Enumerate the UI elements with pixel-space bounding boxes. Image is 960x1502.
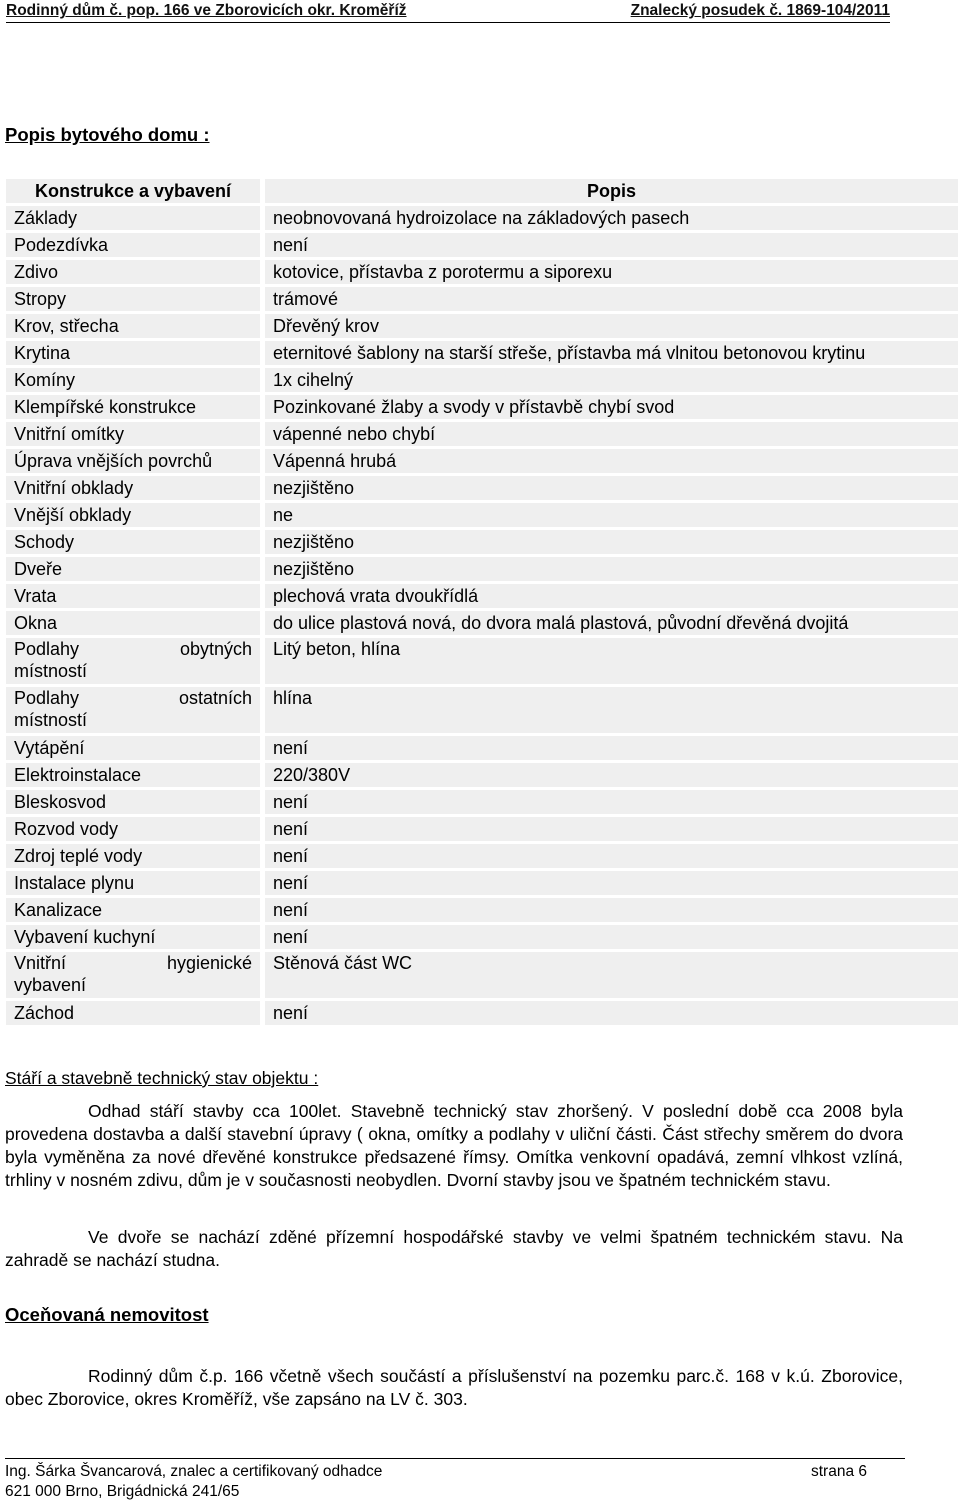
table-row — [6, 557, 958, 581]
row-value: 1x cihelný — [265, 368, 958, 392]
row-label: Vrata — [6, 584, 260, 608]
row-value: Litý beton, hlína — [265, 638, 958, 684]
row-value: kotovice, přístavba z porotermu a siporexu — [265, 260, 958, 284]
table-row — [6, 422, 958, 446]
row-value: není — [265, 790, 958, 814]
table-header-row — [6, 179, 958, 203]
row-value: plechová vrata dvoukřídlá — [265, 584, 958, 608]
row-label-part: místností — [14, 661, 88, 681]
valued-title: Oceňovaná nemovitost — [5, 1304, 209, 1325]
table-row — [6, 341, 958, 365]
row-value: Vápenná hrubá — [265, 449, 958, 473]
row-label: Vytápění — [6, 736, 260, 760]
row-value: není — [265, 844, 958, 868]
row-label: Vybavení kuchyní — [6, 925, 260, 949]
table-row — [6, 476, 958, 500]
valued-paragraph: Rodinný dům č.p. 166 včetně všech součástí a příslušenství na pozemku parc.č. 168 v k.ú. Zborovice, obec Zborovice, okres Kroměříž, vše zapsáno na LV č. 303. — [5, 1366, 903, 1409]
section-title: Popis bytového domu : — [5, 124, 210, 145]
row-value: neobnovovaná hydroizolace na základových pasech — [265, 206, 958, 230]
row-value: hlína — [265, 687, 958, 733]
header-right: Znalecký posudek č. 1869-104/2011 — [630, 2, 890, 19]
table-row — [6, 233, 958, 257]
table-row — [6, 817, 958, 841]
table-row — [6, 763, 958, 787]
age-title: Stáří a stavebně technický stav objektu : — [5, 1068, 319, 1088]
row-label: Instalace plynu — [6, 871, 260, 895]
row-value: není — [265, 898, 958, 922]
table-row — [6, 314, 958, 338]
row-value: do ulice plastová nová, do dvora malá plastová, původní dřevěná dvojitá — [265, 611, 958, 635]
row-value: ne — [265, 503, 958, 527]
header-left: Rodinný dům č. pop. 166 ve Zborovicích okr. Kroměříž — [6, 2, 407, 19]
row-label-part: Podlahy — [14, 639, 80, 659]
footer-address: 621 000 Brno, Brigádnická 241/65 — [5, 1483, 240, 1500]
row-label-part: ostatních — [178, 688, 252, 708]
row-label: Elektroinstalace — [6, 763, 260, 787]
table-row — [6, 1001, 958, 1025]
row-label: Klempířské konstrukce — [6, 395, 260, 419]
row-label-part: vybavení — [14, 975, 87, 995]
row-label-part: hygienické — [166, 953, 252, 973]
row-label: Podezdívka — [6, 233, 260, 257]
table-row — [6, 638, 958, 684]
table-row — [6, 925, 958, 949]
row-label-part: obytných — [179, 639, 252, 659]
table-row — [6, 736, 958, 760]
table-row — [6, 287, 958, 311]
row-value: Dřevěný krov — [265, 314, 958, 338]
footer-author: Ing. Šárka Švancarová, znalec a certifikovaný odhadce — [5, 1463, 383, 1480]
row-label: Rozvod vody — [6, 817, 260, 841]
row-label: Zdivo — [6, 260, 260, 284]
table-row — [6, 449, 958, 473]
row-label: Stropy — [6, 287, 260, 311]
row-value: není — [265, 925, 958, 949]
row-value: není — [265, 871, 958, 895]
row-value: není — [265, 817, 958, 841]
row-value: trámové — [265, 287, 958, 311]
row-value: Stěnová část WC — [265, 952, 958, 998]
row-label — [6, 952, 260, 998]
page-header — [6, 2, 890, 23]
row-label: Kanalizace — [6, 898, 260, 922]
row-value: eternitové šablony na starší střeše, přístavba má vlnitou betonovou krytinu — [265, 341, 958, 365]
row-label: Záchod — [6, 1001, 260, 1025]
row-value: není — [265, 233, 958, 257]
age-paragraph-1: Odhad stáří stavby cca 100let. Stavebně technický stav zhoršený. V poslední době cca 2008 byla provedena dostavba a další stavební úpravy ( okna, omítky a podlahy v uliční části. Část střechy směrem do dvora byla vyměněna za nové dřevěné konstrukce předsazené římsy. Omítka venkovní opadává, zemní vlhkost vzlíná, trhliny v nosném zdivu, dům je v současnosti neobydlen. Dvorní stavby jsou ve špatném technickém stavu. — [5, 1101, 903, 1190]
row-value: 220/380V — [265, 763, 958, 787]
table-row — [6, 503, 958, 527]
row-label: Komíny — [6, 368, 260, 392]
age-paragraph-2: Ve dvoře se nachází zděné přízemní hospodářské stavby ve velmi špatném technickém stavu. Na zahradě se nachází studna. — [5, 1227, 903, 1270]
row-label: Vnitřní omítky — [6, 422, 260, 446]
construction-table — [6, 176, 958, 1028]
row-value: není — [265, 1001, 958, 1025]
row-label: Úprava vnějších povrchů — [6, 449, 260, 473]
row-label: Základy — [6, 206, 260, 230]
table-row — [6, 368, 958, 392]
row-label-part: Podlahy — [14, 688, 80, 708]
row-label: Bleskosvod — [6, 790, 260, 814]
table-row — [6, 898, 958, 922]
row-label: Vnitřní obklady — [6, 476, 260, 500]
page-number: strana 6 — [810, 1463, 867, 1480]
row-label: Okna — [6, 611, 260, 635]
row-value: nezjištěno — [265, 476, 958, 500]
row-label: Krov, střecha — [6, 314, 260, 338]
row-label: Vnější obklady — [6, 503, 260, 527]
table-row — [6, 206, 958, 230]
row-label: Dveře — [6, 557, 260, 581]
table-row — [6, 611, 958, 635]
row-value: není — [265, 736, 958, 760]
row-label: Krytina — [6, 341, 260, 365]
table-row — [6, 952, 958, 998]
row-label: Zdroj teplé vody — [6, 844, 260, 868]
col1-header: Konstrukce a vybavení — [6, 179, 260, 203]
row-value: Pozinkované žlaby a svody v přístavbě chybí svod — [265, 395, 958, 419]
table-row — [6, 871, 958, 895]
row-value: nezjištěno — [265, 557, 958, 581]
row-value: vápenné nebo chybí — [265, 422, 958, 446]
table-row — [6, 530, 958, 554]
col2-header: Popis — [265, 179, 958, 203]
table-row — [6, 844, 958, 868]
table-row — [6, 584, 958, 608]
row-label: Schody — [6, 530, 260, 554]
row-label — [6, 687, 260, 733]
table-row — [6, 687, 958, 733]
row-label-part: místností — [14, 710, 88, 730]
table-row — [6, 260, 958, 284]
row-label — [6, 638, 260, 684]
row-value: nezjištěno — [265, 530, 958, 554]
table-row — [6, 790, 958, 814]
table-row — [6, 395, 958, 419]
row-label-part: Vnitřní — [14, 953, 67, 973]
page-footer — [5, 1458, 905, 1502]
